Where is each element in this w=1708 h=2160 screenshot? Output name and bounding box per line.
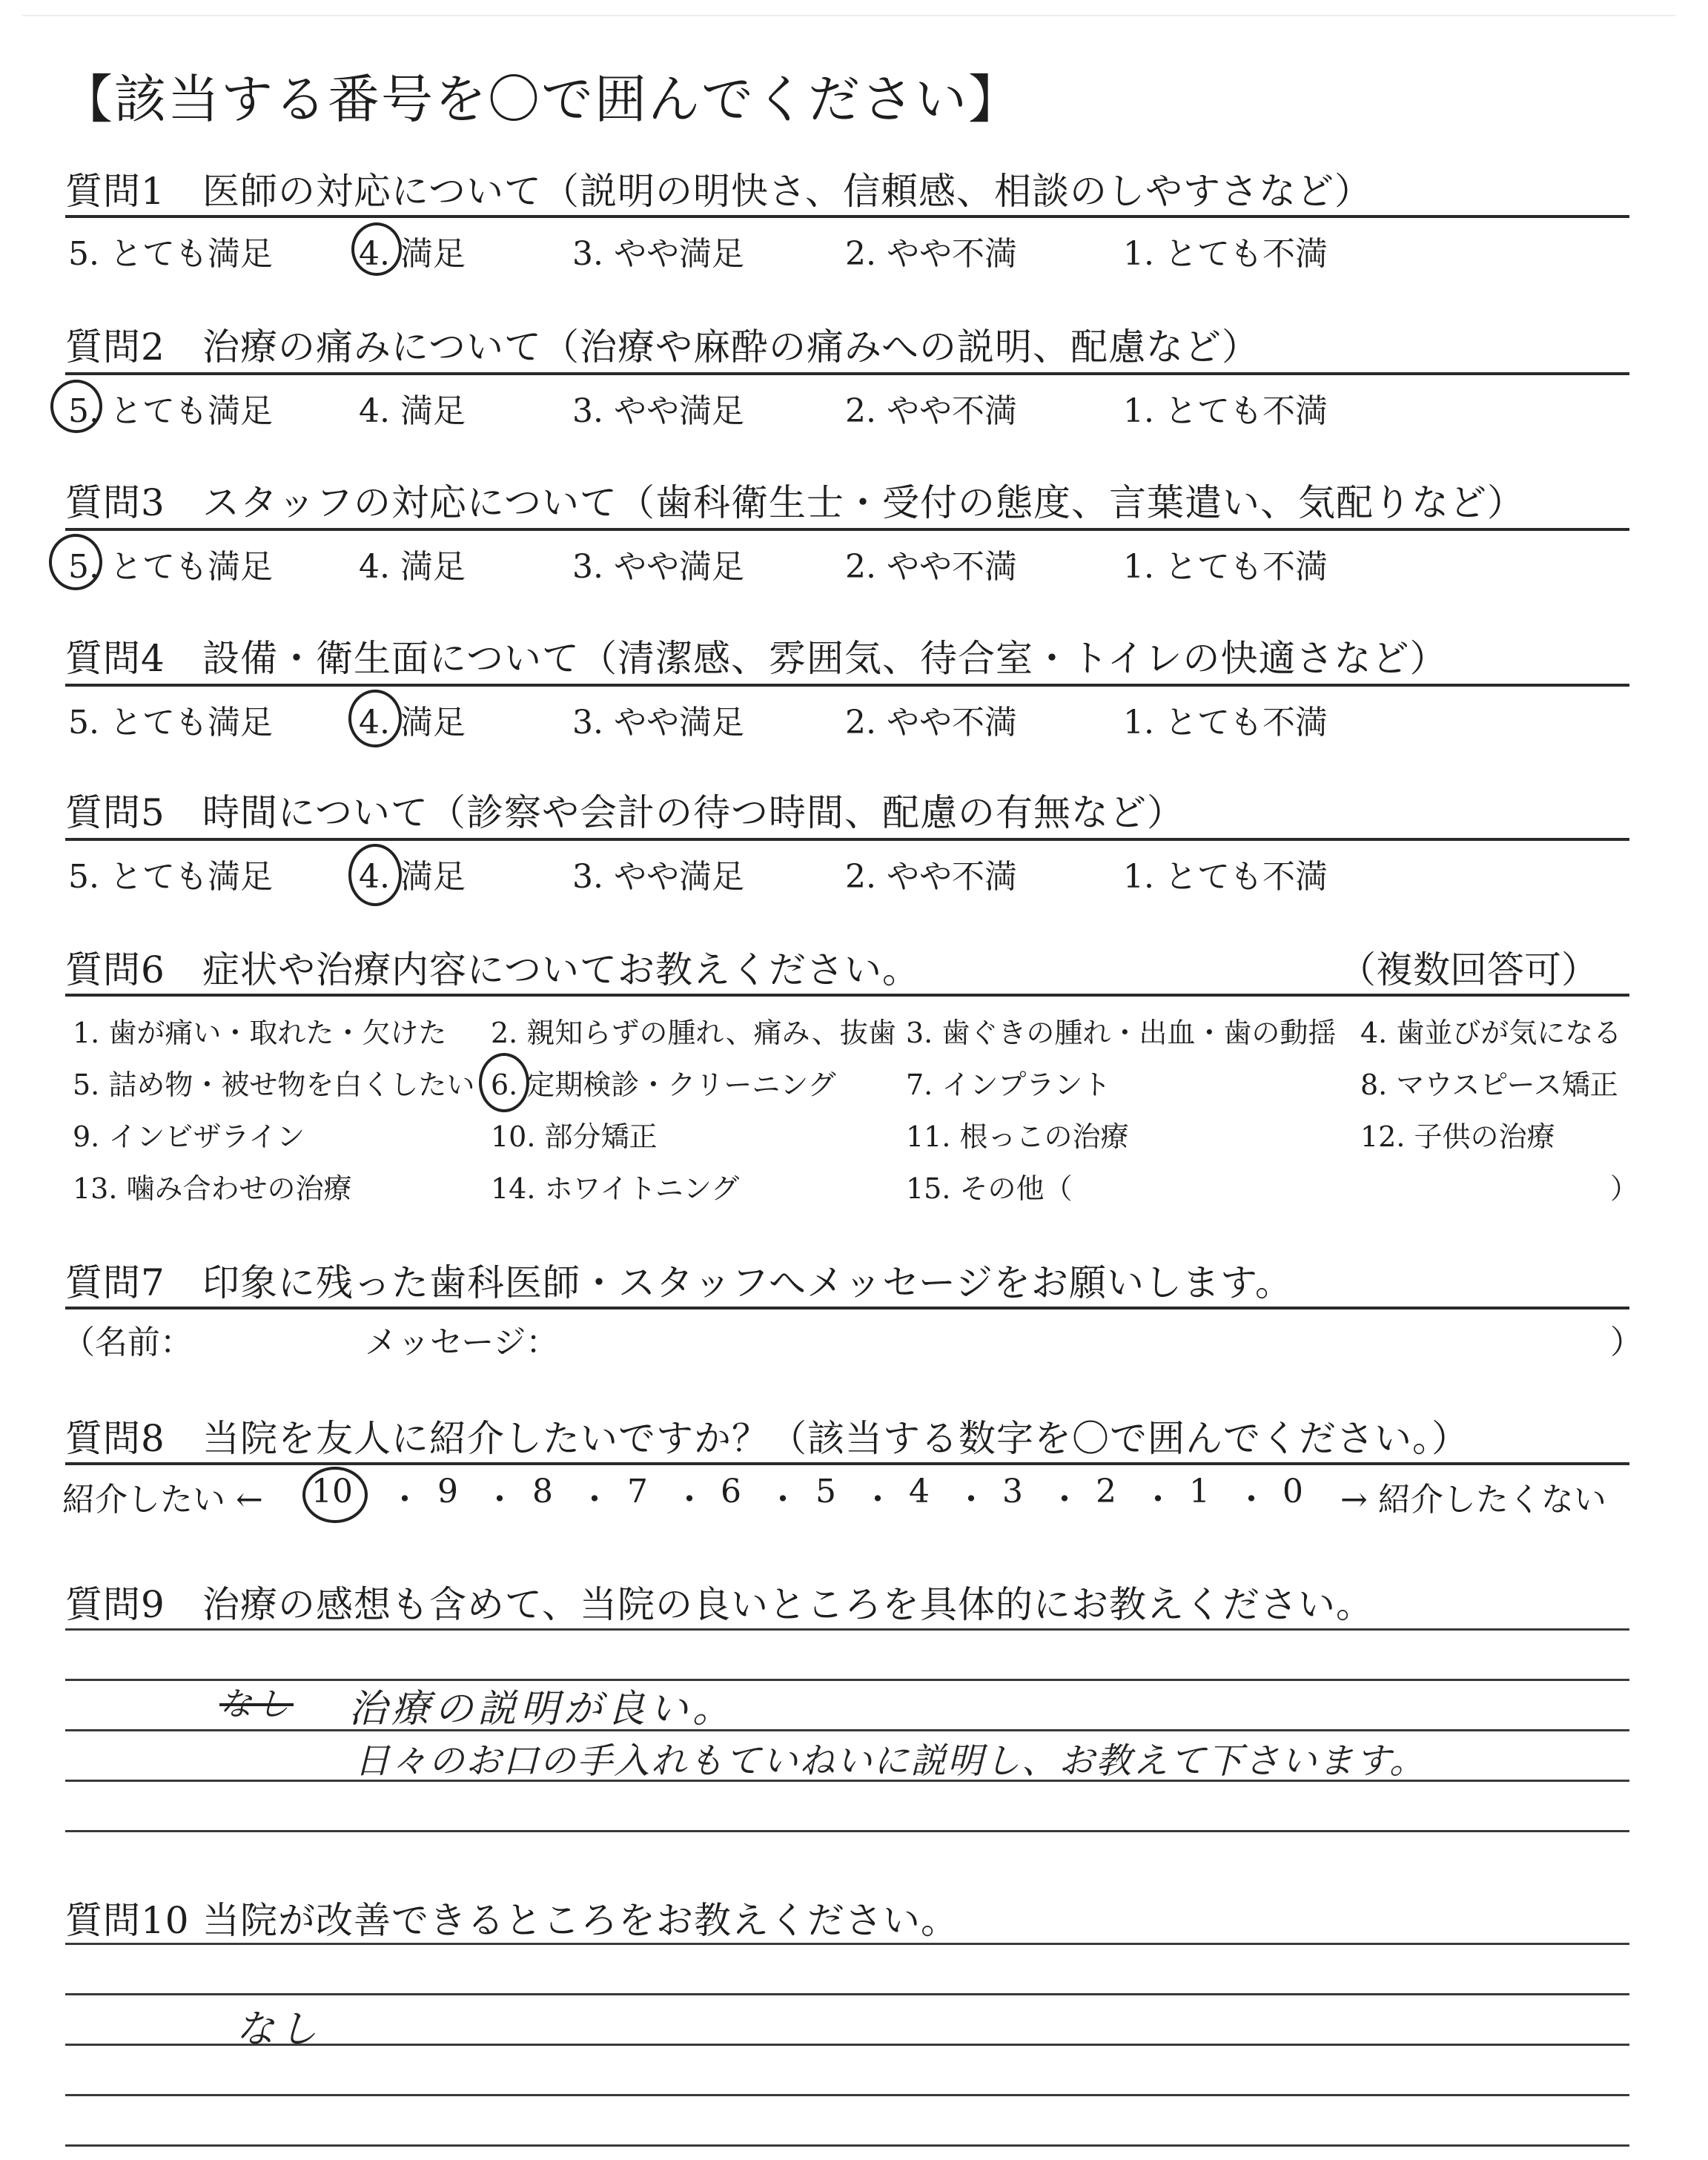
- symptom-option-8[interactable]: 8. マウスピース矯正: [1360, 1069, 1618, 1101]
- symptom-option-11[interactable]: 11. 根っこの治療: [906, 1120, 1129, 1153]
- option-3[interactable]: 3. やや満足: [572, 392, 744, 430]
- answer-line: [65, 1830, 1629, 1832]
- selection-circle: [348, 690, 402, 747]
- scale-6[interactable]: 6: [721, 1473, 741, 1510]
- option-1[interactable]: 1. とても不満: [1123, 858, 1328, 896]
- answer-line: [65, 1729, 1629, 1731]
- symptom-option-5[interactable]: 5. 詰め物・被せ物を白くしたい: [73, 1069, 475, 1101]
- symptom-option-3[interactable]: 3. 歯ぐきの腫れ・出血・歯の動揺: [906, 1017, 1337, 1049]
- question-9-heading: [65, 1575, 1374, 1628]
- selection-circle: [50, 380, 102, 433]
- scale-separator: ・: [861, 1481, 894, 1519]
- answer-line: [65, 1943, 1629, 1945]
- scale-3[interactable]: 3: [1002, 1473, 1023, 1510]
- symptom-option-15[interactable]: 15. その他（: [906, 1172, 1073, 1205]
- symptom-option-10[interactable]: 10. 部分矯正: [491, 1120, 658, 1153]
- option-5[interactable]: 5. とても満足: [68, 704, 273, 742]
- answer-line: [65, 1679, 1629, 1681]
- question-10-heading: [65, 1891, 959, 1944]
- option-5[interactable]: 5. とても満足: [68, 235, 273, 273]
- option-4[interactable]: 4. 満足: [359, 548, 466, 586]
- question-rule: [65, 1462, 1629, 1465]
- symptom-option-14[interactable]: 14. ホワイトニング: [491, 1172, 740, 1205]
- option-4[interactable]: 4. 満足: [359, 858, 466, 896]
- question-3-heading: [65, 473, 1525, 526]
- selection-circle: [479, 1053, 529, 1112]
- answer-line: [65, 1993, 1629, 1995]
- scale-9[interactable]: 9: [437, 1473, 458, 1510]
- question-rule: [65, 1307, 1629, 1309]
- question-rule: [65, 372, 1629, 375]
- option-5[interactable]: 5. とても満足: [68, 392, 273, 430]
- question-text: 治療の感想も含めて、当院の良いところを具体的にお教えください。: [202, 1583, 1374, 1626]
- recommend-label: 紹介したい ←: [62, 1481, 263, 1519]
- question-number: 質問7: [65, 1261, 165, 1304]
- scale-2[interactable]: 2: [1096, 1473, 1116, 1510]
- scale-separator: ・: [1048, 1481, 1081, 1519]
- scale-10[interactable]: 10: [311, 1473, 353, 1510]
- selection-circle: [351, 222, 402, 276]
- question-7-heading: [65, 1253, 1293, 1307]
- scale-separator: ・: [1142, 1481, 1174, 1519]
- option-5[interactable]: 5. とても満足: [68, 858, 273, 896]
- question-1-heading: [65, 162, 1372, 215]
- question-text: 治療の痛みについて（治療や麻酔の痛みへの説明、配慮など）: [202, 326, 1260, 369]
- option-2[interactable]: 2. やや不満: [845, 704, 1017, 742]
- symptom-option-12[interactable]: 12. 子供の治療: [1360, 1120, 1555, 1153]
- question-5-heading: [65, 783, 1185, 836]
- selection-circle: [49, 534, 102, 590]
- question-8-heading: [65, 1409, 1469, 1462]
- symptom-option-6[interactable]: 6. 定期検診・クリーニング: [491, 1069, 836, 1101]
- handwritten-answer-line-2: 日々のお口の手入れもていねいに説明し、お教えて下さいます。: [354, 1740, 1427, 1782]
- selection-circle: [302, 1467, 368, 1523]
- question-rule: [65, 215, 1629, 218]
- option-2[interactable]: 2. やや不満: [845, 392, 1017, 430]
- struck-out-answer: なし: [219, 1685, 294, 1723]
- scale-7[interactable]: 7: [627, 1473, 648, 1510]
- scale-separator: ・: [955, 1481, 987, 1519]
- answer-line: [65, 1628, 1629, 1631]
- question-text: 当院が改善できるところをお教えください。: [202, 1899, 959, 1942]
- option-5[interactable]: 5. とても満足: [68, 548, 273, 586]
- question-text: 設備・衛生面について（清潔感、雰囲気、待合室・トイレの快適さなど）: [202, 637, 1448, 680]
- question-rule: [65, 528, 1629, 531]
- scale-separator: ・: [767, 1481, 799, 1519]
- question-rule: [65, 994, 1629, 997]
- option-3[interactable]: 3. やや満足: [572, 235, 744, 273]
- question-number: 質問9: [65, 1583, 165, 1626]
- question-number: 質問8: [65, 1417, 165, 1460]
- question-rule: [65, 684, 1629, 687]
- option-3[interactable]: 3. やや満足: [572, 548, 744, 586]
- option-3[interactable]: 3. やや満足: [572, 704, 744, 742]
- symptom-option-2[interactable]: 2. 親知らずの腫れ、痛み、抜歯: [491, 1017, 896, 1049]
- question-number: 質問2: [65, 326, 165, 369]
- scale-separator: ・: [388, 1481, 421, 1519]
- question-text: 印象に残った歯科医師・スタッフへメッセージをお願いします。: [202, 1261, 1293, 1304]
- question-number: 質問3: [65, 481, 165, 524]
- option-2[interactable]: 2. やや不満: [845, 548, 1017, 586]
- symptom-option-1[interactable]: 1. 歯が痛い・取れた・欠けた: [73, 1017, 447, 1049]
- handwritten-answer: なし: [236, 2007, 322, 2052]
- scale-separator: ・: [673, 1481, 706, 1519]
- question-6-heading: [65, 940, 920, 994]
- message-label: メッセージ：: [365, 1324, 559, 1361]
- option-2[interactable]: 2. やや不満: [845, 858, 1017, 896]
- option-1[interactable]: 1. とても不満: [1123, 548, 1328, 586]
- symptom-option-13[interactable]: 13. 噛み合わせの治療: [73, 1172, 352, 1205]
- scale-0[interactable]: 0: [1282, 1473, 1303, 1510]
- question-text: 時間について（診察や会計の待つ時間、配慮の有無など）: [202, 791, 1185, 834]
- scale-separator: ・: [483, 1481, 516, 1519]
- answer-line: [65, 2094, 1629, 2096]
- option-4[interactable]: 4. 満足: [359, 392, 466, 430]
- question-2-heading: [65, 317, 1260, 371]
- question-number: 質問6: [65, 948, 165, 991]
- question-number: 質問5: [65, 791, 165, 834]
- scale-separator: ・: [1235, 1481, 1268, 1519]
- symptom-option-4[interactable]: 4. 歯並びが気になる: [1360, 1017, 1622, 1049]
- question-number: 質問10: [65, 1899, 190, 1942]
- question-number: 質問4: [65, 637, 165, 680]
- scale-separator: ・: [578, 1481, 611, 1519]
- symptom-option-9[interactable]: 9. インビザライン: [73, 1120, 305, 1153]
- option-1[interactable]: 1. とても不満: [1123, 235, 1328, 273]
- question-4-heading: [65, 629, 1448, 682]
- question-number: 質問1: [65, 170, 165, 213]
- name-label: （名前：: [62, 1324, 193, 1361]
- option-4[interactable]: 4. 満足: [359, 235, 466, 273]
- answer-line: [65, 2144, 1629, 2147]
- question-text: 医師の対応について（説明の明快さ、信頼感、相談のしやすさなど）: [202, 170, 1372, 213]
- option-1[interactable]: 1. とても不満: [1123, 704, 1328, 742]
- message-close-paren: ）: [1610, 1324, 1643, 1361]
- other-close-paren: ）: [1610, 1172, 1639, 1205]
- selection-circle: [348, 844, 402, 906]
- top-scan-edge: [22, 15, 1675, 16]
- option-2[interactable]: 2. やや不満: [845, 235, 1017, 273]
- option-3[interactable]: 3. やや満足: [572, 858, 744, 896]
- scale-5[interactable]: 5: [815, 1473, 836, 1510]
- question-rule: [65, 838, 1629, 841]
- scale-4[interactable]: 4: [909, 1473, 930, 1510]
- scale-1[interactable]: 1: [1189, 1473, 1210, 1510]
- symptom-option-7[interactable]: 7. インプラント: [906, 1069, 1111, 1101]
- handwritten-answer-line-1: 治療の説明が良い。: [348, 1687, 736, 1731]
- multiple-answer-note: （複数回答可）: [1339, 948, 1598, 991]
- scale-8[interactable]: 8: [532, 1473, 553, 1510]
- option-4[interactable]: 4. 満足: [359, 704, 466, 742]
- question-text: 症状や治療内容についてお教えください。: [202, 948, 920, 991]
- not-recommend-label: → 紹介したくない: [1340, 1481, 1606, 1519]
- page-title: 【該当する番号を〇で囲んでください】: [61, 69, 1022, 130]
- question-text: スタッフの対応について（歯科衛生士・受付の態度、言葉遣い、気配りなど）: [202, 481, 1525, 524]
- option-1[interactable]: 1. とても不満: [1123, 392, 1328, 430]
- question-text: 当院を友人に紹介したいですか？（該当する数字を〇で囲んでください。）: [202, 1417, 1469, 1460]
